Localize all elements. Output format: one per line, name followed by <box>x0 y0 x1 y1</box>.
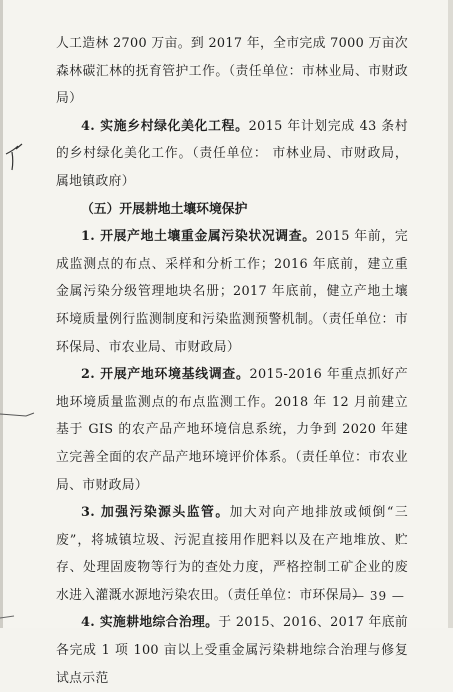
paragraph-rural-greening <box>56 113 408 196</box>
handwritten-margin-mark <box>4 140 26 172</box>
margin-scratch-mark-bottom <box>0 610 18 622</box>
item-body: 于 2015、2016、2017 年底前各完成 1 项 100 亩以上受重金属污染耕地综合治理与修复试点示范 <box>56 615 409 686</box>
scan-edge-left <box>0 0 3 628</box>
item-heading: 4. 实施耕地综合治理。 <box>81 615 219 631</box>
paragraph-soil-survey <box>56 223 408 361</box>
item-body: 加大对向产地排放或倾倒“三废”，将城镇垃圾、污泥直接用作肥料以及在产地堆放、贮存、处理固废物等行为的查处力度，严格控制工矿企业的废水进入灌溉水源地污染农田。（责任单位：市环保局） <box>56 505 409 603</box>
section-heading: （五）开展耕地土壤环境保护 <box>81 201 248 217</box>
paragraph-forest-carbon: 人工造林 2700 万亩。到 2017 年，全市完成 7000 万亩次森林碳汇林的抚育管护工作。（责任单位：市林业局、市财政局） <box>56 36 408 107</box>
item-body: 2015 年前，完成监测点的布点、采样和分析工作；2016 年底前，建立重金属污染分级管理地块名册；2017 年底前，健立产地土壤环境质量例行监测制度和污染监测预警机制。（责任单位：市环保局、市农业局、市财政局） <box>56 229 408 355</box>
item-heading: 1. 开展产地土壤重金属污染状况调查。 <box>81 229 316 245</box>
item-heading: 3. 加强污染源头监管。 <box>81 505 230 521</box>
paragraph-farmland-treatment <box>56 609 408 692</box>
page-number: — 39 — <box>352 589 405 603</box>
item-body: 2015-2016 年重点抓好产地环境质量监测点的布点监测工作。2018 年 12 月前建立基于 GIS 的农产品产地环境信息系统，力争到 2020 年建立完善全面的农产品产地环境评价体系。（责任单位：市农业局、市财政局） <box>56 367 408 493</box>
item-heading: 4. 实施乡村绿化美化工程。 <box>81 118 249 134</box>
scan-edge-right <box>448 0 453 628</box>
item-body: 2015 年计划完成 43 条村的乡村绿化美化工作。（责任单位： 市林业局、市财政局，属地镇政府） <box>56 118 408 189</box>
paragraph-baseline-survey <box>56 361 408 499</box>
margin-scratch-mark <box>0 404 40 424</box>
item-heading: 2. 开展产地环境基线调查。 <box>81 367 250 383</box>
